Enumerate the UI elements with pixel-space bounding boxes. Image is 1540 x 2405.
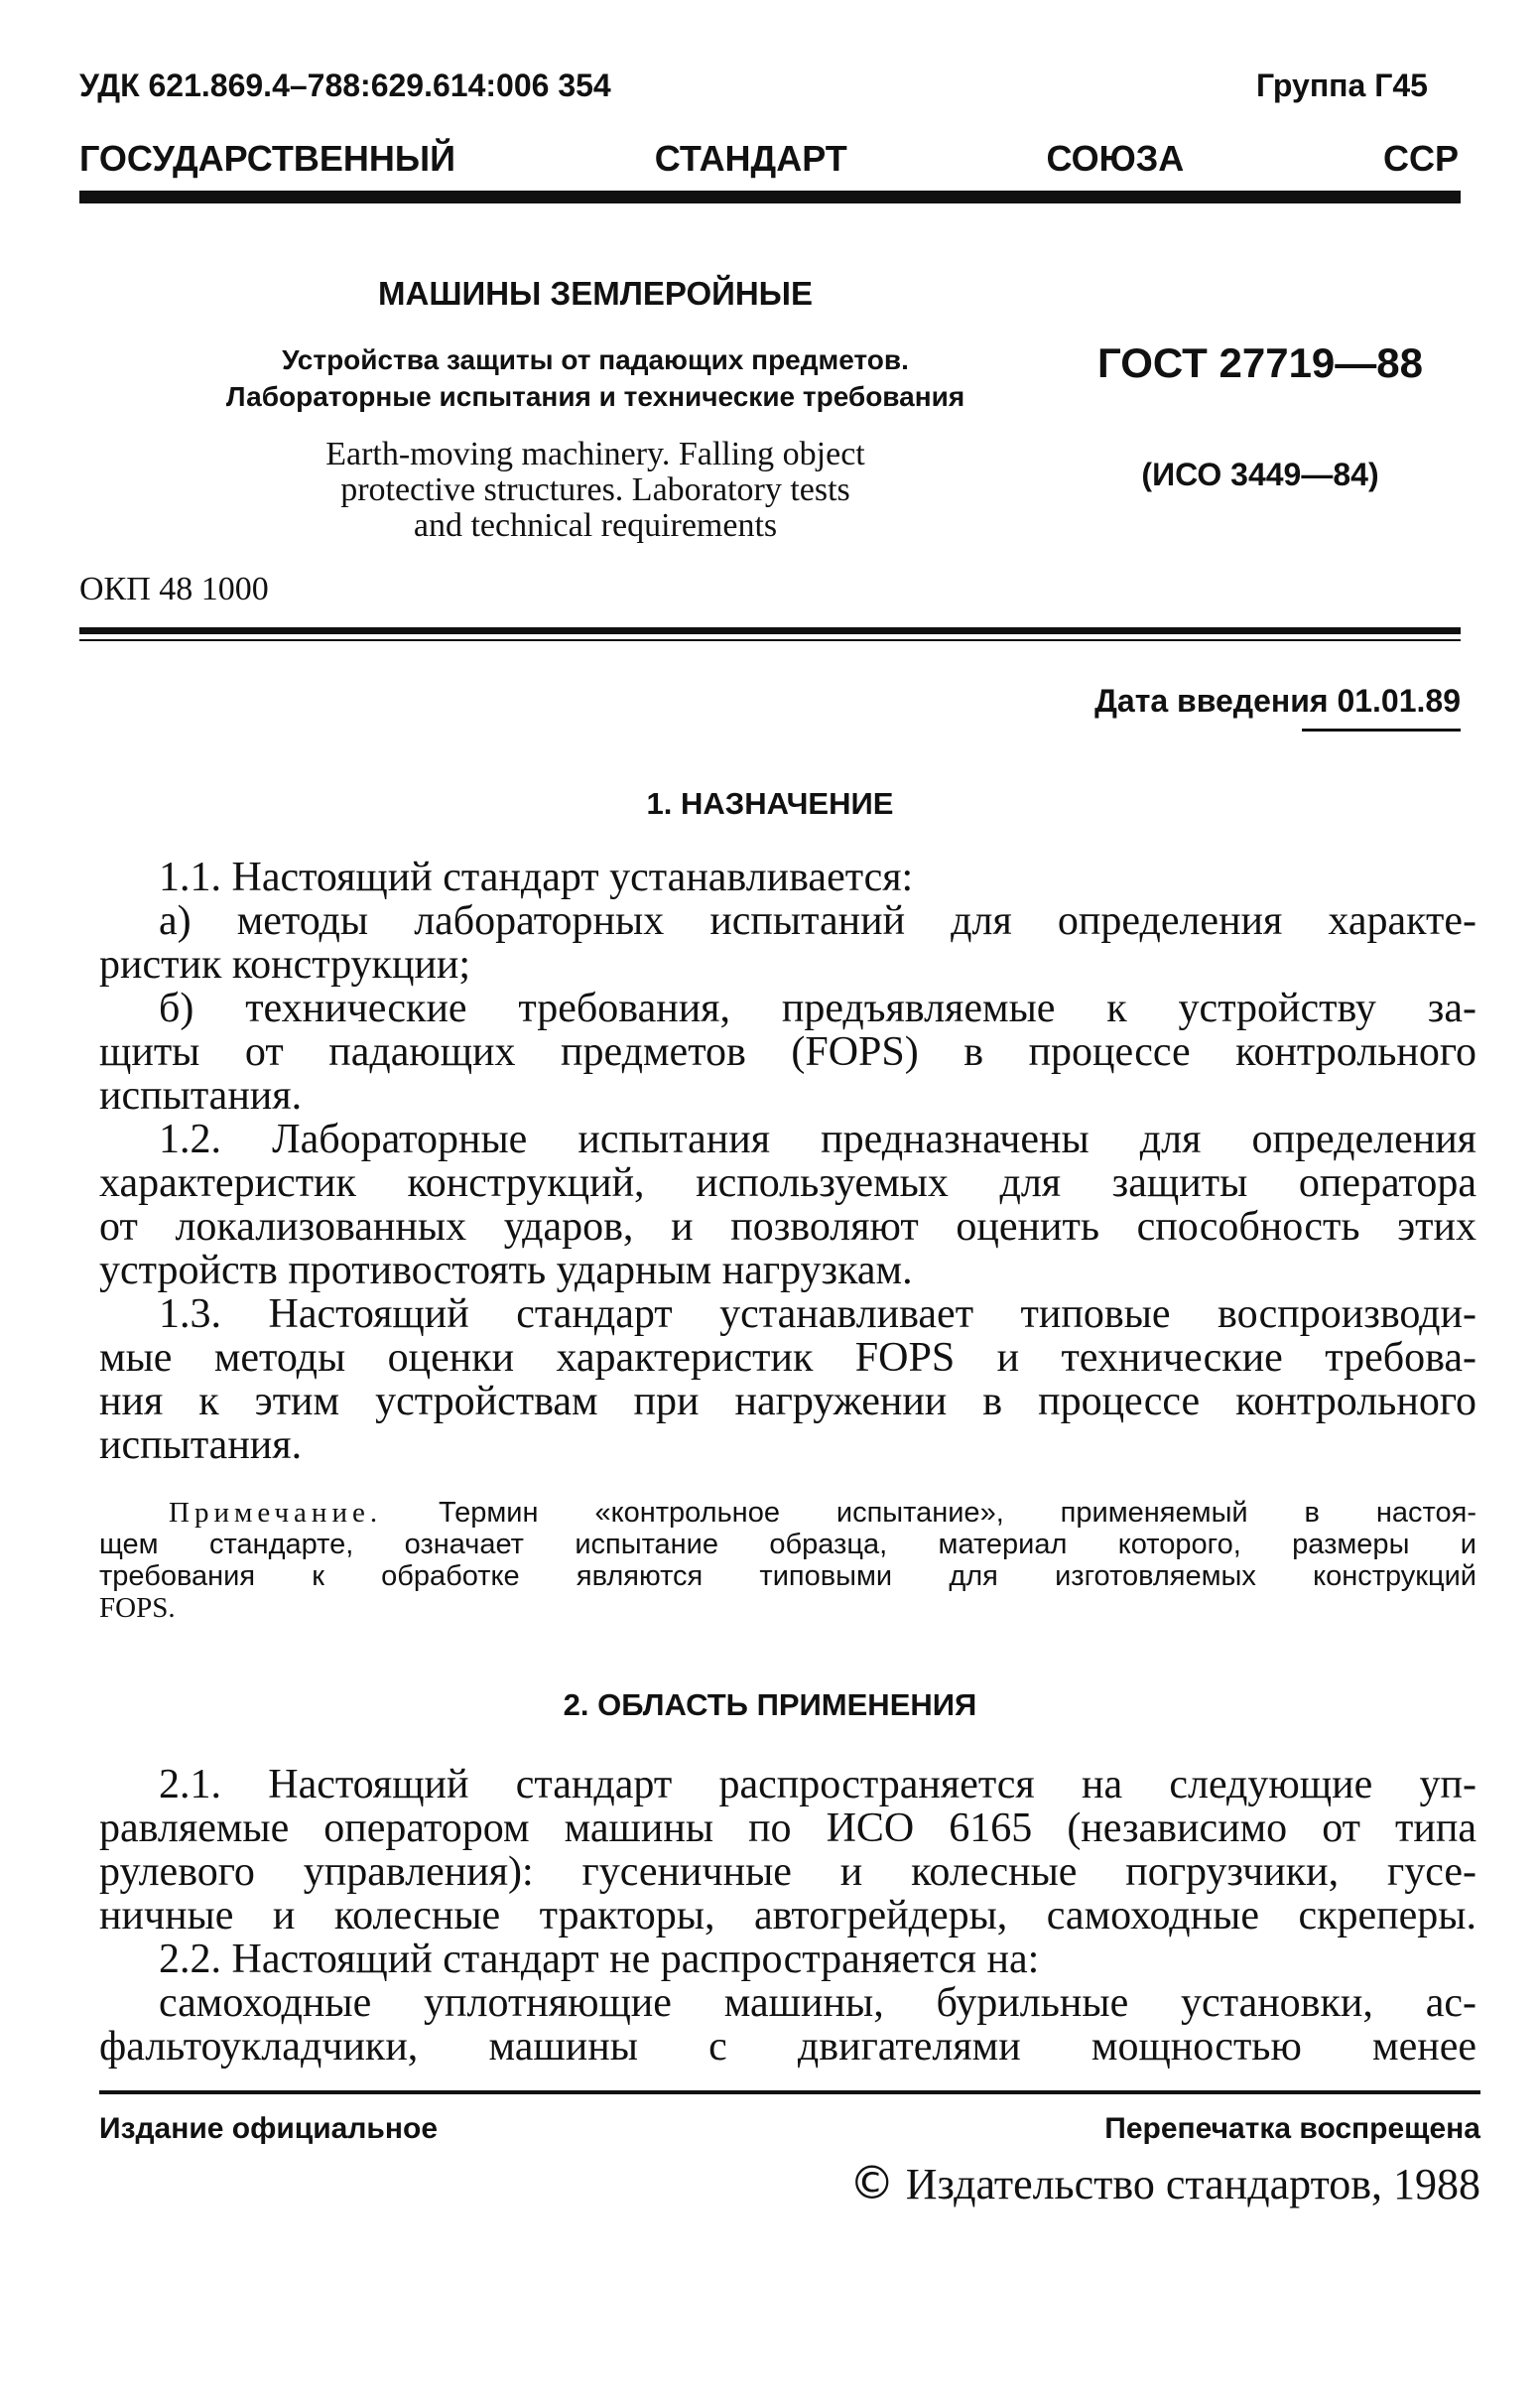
section-1-line: испытания. [99, 1422, 303, 1468]
section-1-line: ристик конструкции; [99, 942, 471, 988]
section-1-line: испытания. [99, 1073, 303, 1119]
section-2-line: рулевого управления): гусеничные и колесные погрузчики, гусе- [99, 1849, 1476, 1895]
note-text: Термин «контрольное испытание», применяемый в настоя- [439, 1497, 1476, 1529]
note-line: FOPS. [99, 1592, 176, 1624]
header-thick-rule [79, 191, 1461, 203]
section-1-line: ния к этим устройствам при нагружении в процессе контрольного [99, 1379, 1476, 1424]
udk-code: УДК 621.869.4–788:629.614:006 354 [79, 67, 611, 103]
section-1-line: а) методы лабораторных испытаний для определения характе- [159, 898, 1476, 944]
subtitle-en-line-1: Earth-moving machinery. Falling object [325, 436, 865, 472]
gost-number: ГОСТ 27719—88 [1096, 339, 1424, 386]
section-1-line: от локализованных ударов, и позволяют оценить способность этих [99, 1204, 1476, 1250]
subtitle-ru-line-2: Лабораторные испытания и технические требования [225, 381, 965, 412]
official-edition: Издание официальное [99, 2112, 439, 2145]
section-1-line: характеристик конструкций, используемых для защиты оператора [99, 1160, 1476, 1206]
subtitle-en-line-3: and technical requirements [413, 507, 778, 544]
section-2-heading: 2. ОБЛАСТЬ ПРИМЕНЕНИЯ [563, 1687, 977, 1722]
title-block-rule-thick [79, 627, 1461, 634]
section-2-line: ничные и колесные тракторы, автогрейдеры, самоходные скреперы. [99, 1893, 1476, 1938]
copyright-icon: © [848, 2156, 895, 2209]
footer-rule [99, 2090, 1480, 2094]
state-standard-header: ГОСУДАРСТВЕННЫЙ СТАНДАРТ СОЮЗА ССР [79, 138, 1459, 179]
section-1-heading: 1. НАЗНАЧЕНИЕ [646, 786, 894, 821]
note-label: Примечание. [169, 1497, 383, 1529]
section-1-line: 1.3. Настоящий стандарт устанавливает типовые воспроизводи- [159, 1291, 1476, 1337]
iso-number: (ИСО 3449—84) [1141, 457, 1379, 492]
subtitle-en-line-2: protective structures. Laboratory tests [340, 471, 850, 508]
section-1-line: мые методы оценки характеристик FOPS и технические требова- [99, 1335, 1476, 1381]
subtitle-ru-line-1: Устройства защиты от падающих предметов. [282, 344, 909, 375]
introduction-date: Дата введения 01.01.89 [1094, 683, 1461, 719]
section-1-line: б) технические требования, предъявляемые к устройству за- [159, 986, 1476, 1031]
section-2-line: 2.2. Настоящий стандарт не распространяется на: [159, 1937, 1040, 1982]
main-title: МАШИНЫ ЗЕМЛЕРОЙНЫЕ [378, 275, 813, 312]
section-1-line: щиты от падающих предметов (FOPS) в процессе контрольного [99, 1029, 1476, 1075]
copyright-line [849, 2156, 1480, 2211]
section-1-line: 1.2. Лабораторные испытания предназначены для определения [159, 1117, 1476, 1162]
section-2-line: самоходные уплотняющие машины, бурильные установки, ас- [159, 1980, 1476, 2026]
note-line-1 [169, 1497, 1476, 1529]
okp-code: ОКП 48 1000 [79, 571, 269, 607]
section-2-line: 2.1. Настоящий стандарт распространяется на следующие уп- [159, 1762, 1476, 1807]
note-line: щем стандарте, означает испытание образца, материал которого, размеры и [99, 1529, 1476, 1560]
section-2-line: фальтоукладчики, машины с двигателями мощностью менее [99, 2024, 1476, 2070]
section-1-line: 1.1. Настоящий стандарт устанавливается: [159, 855, 914, 900]
section-2-line: равляемые оператором машины по ИСО 6165 (независимо от типа [99, 1805, 1476, 1851]
title-block-rule-thin [79, 639, 1461, 641]
note-line: требования к обработке являются типовыми для изготовляемых конструкций [99, 1560, 1476, 1592]
group-code: Группа Г45 [1256, 67, 1428, 103]
reprint-prohibited: Перепечатка воспрещена [1104, 2112, 1480, 2145]
introduction-date-underline [1302, 729, 1461, 732]
section-1-line: устройств противостоять ударным нагрузкам. [99, 1248, 913, 1293]
publisher-text: Издательство стандартов, 1988 [905, 2160, 1480, 2208]
